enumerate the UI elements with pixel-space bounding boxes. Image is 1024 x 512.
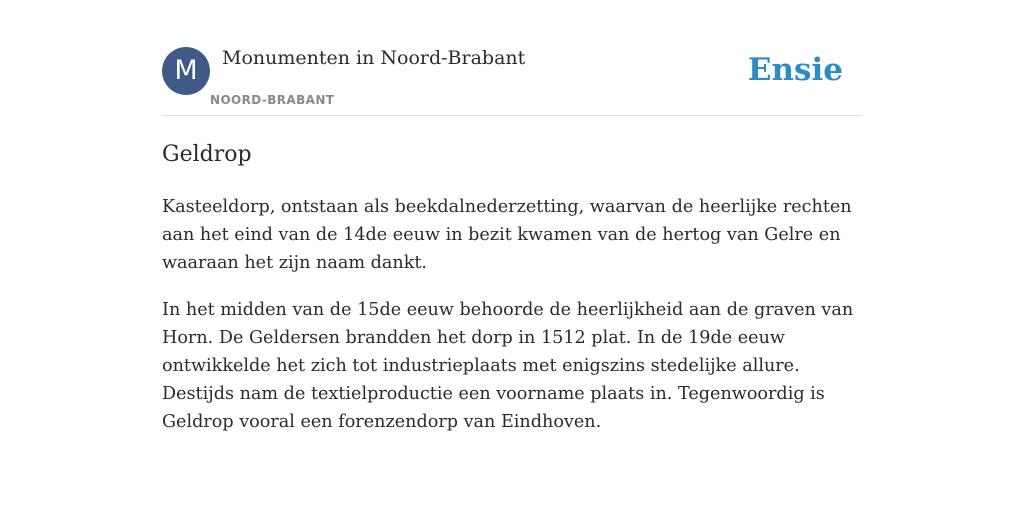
category-label[interactable]: NOORD-BRABANT xyxy=(210,93,335,107)
entry-card xyxy=(162,46,862,436)
brand-logo[interactable]: Ensie xyxy=(747,52,843,88)
definition-paragraph: In het midden van de 15de eeuw behoorde de heerlijkheid aan de graven van Horn. De Geldersen brandden het dorp in 1512 plat. In de 19de eeuw ontwikkelde het zich tot industrieplaats met enigszins stedelijke allure. Destijds nam de textielproductie een voorname plaats in. Tegenwoordig is Geldrop vooral een forenzendorp van Eindhoven. xyxy=(162,300,854,432)
entry-definition xyxy=(162,193,862,436)
entry-term: Geldrop xyxy=(162,142,252,167)
definition-paragraph: Kasteeldorp, ontstaan als beekdalnederzetting, waarvan de heerlijke rechten aan het eind van de 14de eeuw in bezit kwamen van de hertog van Gelre en waaraan het zijn naam dankt. xyxy=(162,197,852,273)
avatar[interactable]: M xyxy=(162,47,210,95)
entry-header xyxy=(162,46,862,116)
dictionary-title-link[interactable]: Monumenten in Noord-Brabant xyxy=(222,47,526,69)
